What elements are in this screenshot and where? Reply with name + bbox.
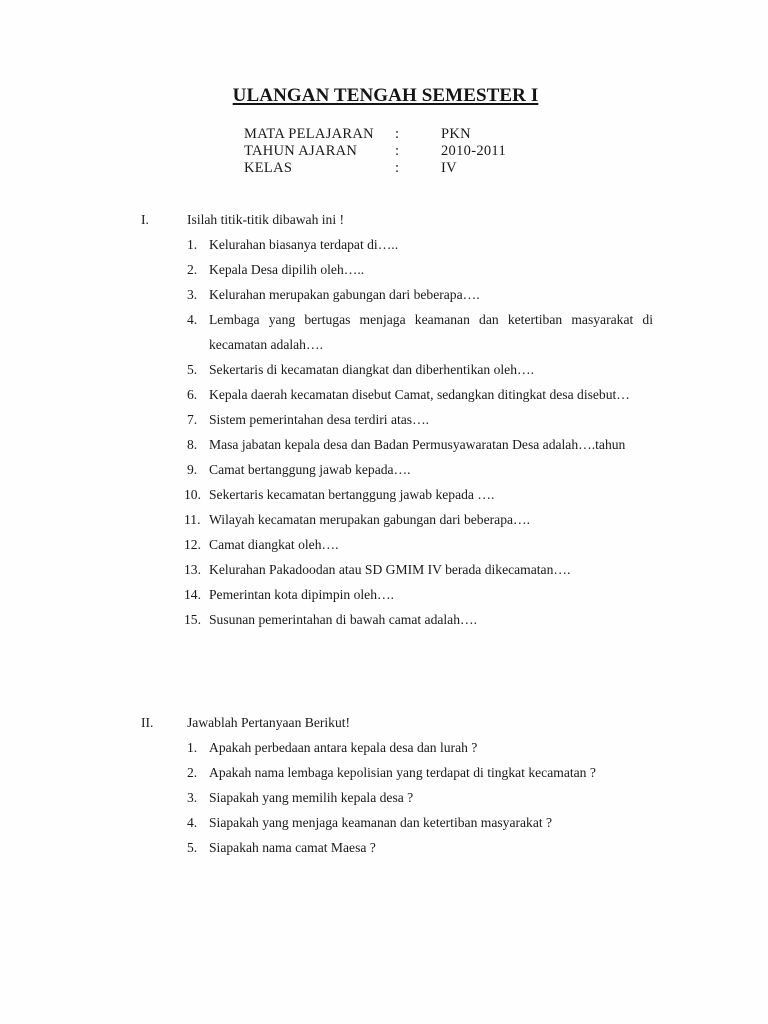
question-text: Siapakah nama camat Maesa ?	[209, 840, 376, 855]
question-text: Sekertaris di kecamatan diangkat dan diberhentikan oleh….	[209, 362, 535, 377]
question-text: Kelurahan Pakadoodan atau SD GMIM IV berada dikecamatan….	[209, 562, 571, 577]
question-number: 13.	[184, 562, 201, 577]
question-number: 9.	[187, 462, 198, 477]
question-item	[0, 607, 768, 632]
question-item	[0, 357, 768, 382]
question-number: 15.	[184, 612, 201, 627]
question-number: 1.	[187, 237, 198, 252]
question-text: Apakah perbedaan antara kepala desa dan lurah ?	[209, 740, 478, 755]
question-item	[0, 582, 768, 607]
question-number: 3.	[187, 287, 198, 302]
question-item	[0, 532, 768, 557]
question-item	[0, 760, 768, 785]
info-label: KELAS	[244, 160, 293, 176]
question-number: 3.	[187, 790, 198, 805]
question-item	[0, 382, 768, 407]
question-text: Kelurahan merupakan gabungan dari beberapa….	[209, 287, 480, 302]
question-number: 14.	[184, 587, 201, 602]
info-separator: :	[395, 126, 400, 142]
question-number: 6.	[187, 387, 198, 402]
question-number: 2.	[187, 262, 198, 277]
question-item	[0, 735, 768, 760]
question-text: Siapakah yang memilih kepala desa ?	[209, 790, 414, 805]
question-item	[0, 835, 768, 860]
question-number: 8.	[187, 437, 198, 452]
question-item	[0, 507, 768, 532]
question-text: Sekertaris kecamatan bertanggung jawab kepada ….	[209, 487, 495, 502]
section-instruction: Isilah titik-titik dibawah ini !	[187, 212, 345, 227]
info-value: PKN	[441, 126, 471, 142]
question-text: Kepala daerah kecamatan disebut Camat, sedangkan ditingkat desa disebut…	[209, 387, 630, 402]
question-item	[0, 307, 768, 357]
question-text: Apakah nama lembaga kepolisian yang terdapat di tingkat kecamatan ?	[209, 765, 596, 780]
question-list	[0, 735, 768, 860]
question-item	[0, 232, 768, 257]
question-number: 10.	[184, 487, 201, 502]
question-number: 1.	[187, 740, 198, 755]
question-item	[0, 482, 768, 507]
section-fill-in	[0, 207, 768, 632]
section-essay	[0, 710, 768, 860]
question-text: Masa jabatan kepala desa dan Badan Permusyawaratan Desa adalah….tahun	[209, 437, 626, 452]
question-item	[0, 432, 768, 457]
section-heading	[0, 710, 768, 735]
title-text: ULANGAN TENGAH SEMESTER I	[232, 85, 539, 106]
question-number: 12.	[184, 537, 201, 552]
question-text: Siapakah yang menjaga keamanan dan ketertiban masyarakat ?	[209, 815, 553, 830]
question-text: Lembaga yang bertugas menjaga keamanan dan ketertiban masyarakat di kecamatan adalah….	[209, 312, 653, 352]
info-label: MATA PELAJARAN	[244, 126, 374, 142]
question-text: Wilayah kecamatan merupakan gabungan dari beberapa….	[209, 512, 531, 527]
question-number: 5.	[187, 362, 198, 377]
question-item	[0, 557, 768, 582]
question-text: Camat bertanggung jawab kepada….	[209, 462, 411, 477]
question-item	[0, 785, 768, 810]
question-number: 7.	[187, 412, 198, 427]
info-separator: :	[395, 160, 400, 176]
question-number: 4.	[187, 815, 198, 830]
question-text: Camat diangkat oleh….	[209, 537, 339, 552]
question-number: 4.	[187, 312, 198, 327]
question-number: 2.	[187, 765, 198, 780]
question-number: 11.	[184, 512, 201, 527]
section-instruction: Jawablah Pertanyaan Berikut!	[187, 715, 351, 730]
question-item	[0, 810, 768, 835]
section-numeral: II.	[141, 715, 154, 730]
question-number: 5.	[187, 840, 198, 855]
section-numeral: I.	[141, 212, 149, 227]
question-item	[0, 257, 768, 282]
info-label: TAHUN AJARAN	[244, 143, 358, 159]
info-value: 2010-2011	[441, 143, 506, 159]
question-text: Sistem pemerintahan desa terdiri atas….	[209, 412, 430, 427]
info-separator: :	[395, 143, 400, 159]
section-heading	[0, 207, 768, 232]
info-value: IV	[441, 160, 457, 176]
question-item	[0, 457, 768, 482]
question-text: Kepala Desa dipilih oleh…..	[209, 262, 365, 277]
page-title	[0, 85, 768, 107]
question-item	[0, 407, 768, 432]
question-text: Susunan pemerintahan di bawah camat adalah….	[209, 612, 478, 627]
question-text: Pemerintan kota dipimpin oleh….	[209, 587, 394, 602]
question-text: Kelurahan biasanya terdapat di…..	[209, 237, 399, 252]
question-list	[0, 232, 768, 632]
question-item	[0, 282, 768, 307]
